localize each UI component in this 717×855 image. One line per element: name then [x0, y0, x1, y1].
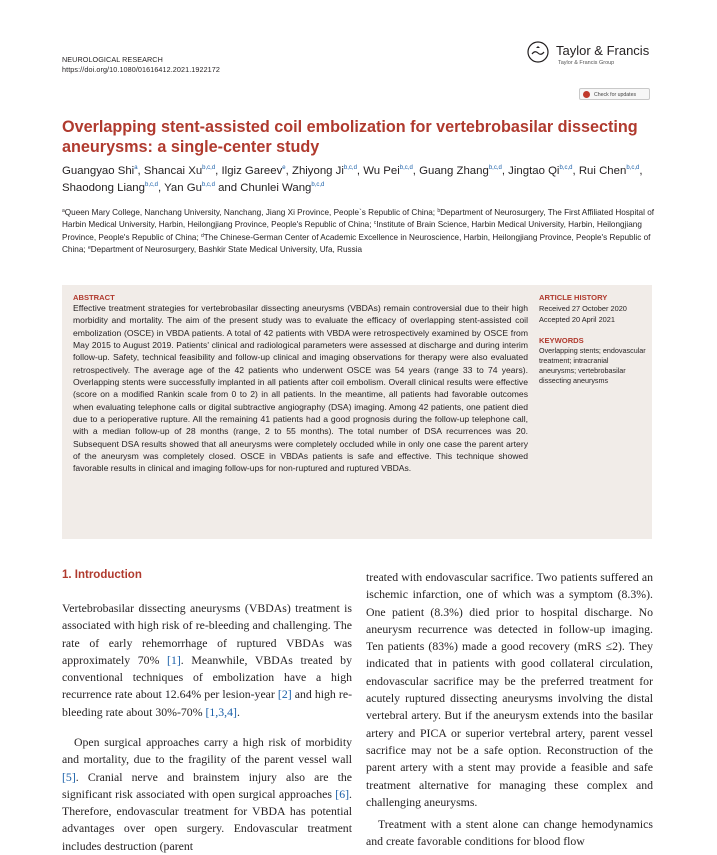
- paragraph-text: . Therefore, endovascular treatment for VBDA has potential advantages over open surgery. Endovascular treatment includes destruction (parent: [62, 786, 352, 853]
- affiliations: [62, 207, 662, 256]
- author-affiliation-mark: b,c,d: [488, 165, 502, 171]
- author-name[interactable]: Chunlei Wang: [240, 182, 312, 194]
- author-affiliation-mark: b,c,d: [343, 165, 357, 171]
- keywords-heading: KEYWORDS: [539, 336, 584, 345]
- citation-link[interactable]: [6]: [335, 786, 350, 801]
- check-for-updates-button[interactable]: [579, 88, 650, 100]
- body-paragraph-3: treated with endovascular sacrifice. Two patients suffered an ischemic infarction, one of which was a symptom (8.3%). One patient (8.3%) died prior to hospital discharge. No aneurysm recurrence was detected in follow-up imaging. Ten patients (83%) made a good recovery (mRS ≤2). They indicated that in patients with good collateral circulation, endovascular sacrifice may be the preferred treatment for acutely ruptured dissecting aneurysms involving the distal vertebral artery. But if the aneurysm extends into the basilar artery and PICA or superior vertebral artery, parent vessel sacrifice may not be a safe option. Reconstruction of the parent artery with a stent may provide a feasible and safe treatment alternative for managing these complex and challenging aneurysms.: [366, 570, 653, 809]
- body-paragraph-2: [62, 734, 352, 855]
- author-name[interactable]: Ilgiz Gareev: [221, 165, 283, 177]
- citation-link[interactable]: [1]: [167, 652, 181, 667]
- affiliation-text: The Chinese-German Center of Academic Excellence in Neuroscience, Harbin, Heilongjiang Province, People's Republic of China;: [62, 232, 651, 254]
- author-name[interactable]: Shaodong Liang: [62, 182, 145, 194]
- author-name[interactable]: Guangyao Shi: [62, 165, 135, 177]
- publisher-group: Taylor & Francis Group: [558, 60, 615, 66]
- publisher-name: Taylor & Francis: [556, 43, 650, 58]
- article-history-heading: ARTICLE HISTORY: [539, 293, 608, 302]
- paragraph-text: . Cranial nerve and brainstem injury also are the significant risk associated with open surgical approaches: [62, 769, 352, 801]
- affiliation-text: Queen Mary College, Nanchang University, Nanchang, Jiang Xi Province, People`s Republic of China;: [64, 208, 438, 217]
- keywords-list: Overlapping stents; endovascular treatment; intracranial aneurysms; vertebrobasilar dissecting aneurysms: [539, 346, 646, 385]
- author-name[interactable]: Guang Zhang: [419, 165, 489, 177]
- author-name[interactable]: Yan Gu: [164, 182, 202, 194]
- abstract-heading: ABSTRACT: [73, 293, 115, 302]
- author-affiliation-mark: a: [134, 165, 138, 171]
- body-right-column: [366, 569, 653, 851]
- received-date: Received 27 October 2020: [539, 304, 627, 313]
- journal-header: [62, 55, 220, 75]
- doi-link[interactable]: https://doi.org/10.1080/01616412.2021.1922172: [62, 65, 220, 74]
- affiliation-text: Department of Neurosurgery, The First Affiliated Hospital of Harbin Medical University, Harbin, Heilongjiang Province, People's Republic of China;: [62, 208, 655, 230]
- body-paragraph-4: Treatment with a stent alone can change hemodynamics and create favorable conditions for blood flow: [366, 817, 653, 849]
- journal-name: NEUROLOGICAL RESEARCH: [62, 55, 163, 64]
- author-affiliation-mark: b,c,d: [202, 165, 216, 171]
- body-paragraph-1: [62, 600, 352, 721]
- author-affiliation-mark: b,c,d: [559, 165, 573, 171]
- affiliation-text: Institute of Brain Science, Harbin Medical University, Harbin, Heilongjiang Province, People's Republic of China;: [62, 220, 642, 242]
- paragraph-text: Open surgical approaches carry a high risk of morbidity and mortality, due to the fragility of the parent vessel wall: [62, 735, 352, 767]
- author-affiliation-mark: b,c,d: [311, 182, 325, 188]
- citation-link[interactable]: [5]: [62, 769, 76, 784]
- paragraph-text: Vertebrobasilar dissecting aneurysms (VBDAs) treatment is associated with high risk of re-bleeding and challenging. The rate of early rehemorrhage of ruptured VBDAs was approximately 70%: [62, 601, 352, 667]
- paragraph-text: .: [236, 704, 240, 719]
- citation-link[interactable]: [1,3,4]: [205, 704, 237, 719]
- paragraph-text: . Meanwhile, VBDAs treated by conventional techniques of embolization have a high recurrence rate about 12.64% per lesion-year: [62, 652, 352, 702]
- paragraph-text: and high re-bleeding rate about 30%-70%: [62, 687, 352, 719]
- update-badge-icon: [583, 91, 590, 98]
- affiliation-mark: c: [373, 220, 377, 227]
- author-name[interactable]: Shancai Xu: [143, 165, 203, 177]
- affiliation-text: Department of Neurosurgery, Bashkir State Medical University, Ufa, Russia: [90, 244, 363, 254]
- author-name[interactable]: Wu Pei: [363, 165, 400, 177]
- author-affiliation-mark: b,c,d: [626, 165, 640, 171]
- check-for-updates-label: Check for updates: [594, 92, 637, 98]
- author-name[interactable]: Zhiyong Ji: [291, 165, 344, 177]
- affiliation-mark: e: [87, 244, 91, 251]
- taylor-francis-logo-icon: [527, 41, 549, 63]
- author-name[interactable]: Rui Chen: [578, 165, 627, 177]
- author-affiliation-mark: b,c,d: [144, 182, 158, 188]
- author-affiliation-mark: e: [282, 165, 286, 171]
- accepted-date: Accepted 20 April 2021: [539, 315, 616, 324]
- article-title: Overlapping stent-assisted coil embolization for vertebrobasilar dissecting aneurysms: a single-center study: [62, 118, 638, 156]
- author-list: Guangyao Shi$^a$, Shancai Xu$^{b,c,d}$, Ilgiz Gareev$^e$, Zhiyong Ji$^{b,c,d}$, Wu Pei$^{b,c,d}$, Guang Zhang$^{b,c,d}$, Jingtao Qi$^{b,c,d}$, Rui Chen$^{b,c,d}$, Shaodong Liang$^{b,c,d}$, Yan Gu$^{b,c,d}$ and Chunlei Wang$^{b,c,d}$: [62, 165, 643, 194]
- section-heading: 1. Introduction: [62, 569, 142, 581]
- author-name[interactable]: Jingtao Qi: [508, 165, 560, 177]
- abstract-text: Effective treatment strategies for vertebrobasilar dissecting aneurysms (VBDAs) remain controversial due to their high morbidity and mortality. The aim of the present study was to evaluate the efficacy of overlapping stent-assisted coil embolization (OSCE) in VBDA patients. A total of 42 patients with VBDA were retrospectively examined by OSCE from May 2015 to August 2019. Patients' clinical and radiological parameters were assessed at discharge and during interim follow-up. Safety, technical feasibility and follow-up clinical and imaging observations for therapy were also evaluated retrospectively. The average age of the 42 patients who underwent OSCE was 54 years (range 33 to 74 years). Overlapping stents were successfully implanted in all patients after coil embolism. Overall clinical results were effective (score on a modified Rankin scale from 0 to 2) in all patients. In the meantime, all patients had favorable outcomes when evaluating telephone calls or digital subtractive angiography (DSA) imaging. Among 42 patients, one patient died due to a perioperative rupture. All the remaining 41 patients had a good prognosis during the follow-up telephone call, with a median follow-up of 28 months (range, 2 to 55 months). The total number of DSA recurrences was 20. Subsequent DSA results showed that all aneurysms were completely occluded while in only one case the parent artery of the aneurysm was completely closed. OSCE in VBDAs patients is safe and effective. This technique showed favorable results in clinical and imaging follow-ups for non-ruptured and ruptured VBDAs.: [73, 303, 528, 474]
- author-affiliation-mark: b,c,d: [201, 182, 215, 188]
- author-affiliation-mark: b,c,d: [399, 165, 413, 171]
- affiliation-mark: b: [437, 208, 441, 214]
- citation-link[interactable]: [2]: [277, 687, 292, 702]
- affiliation-mark: a: [62, 208, 65, 214]
- affiliation-mark: d: [201, 232, 204, 239]
